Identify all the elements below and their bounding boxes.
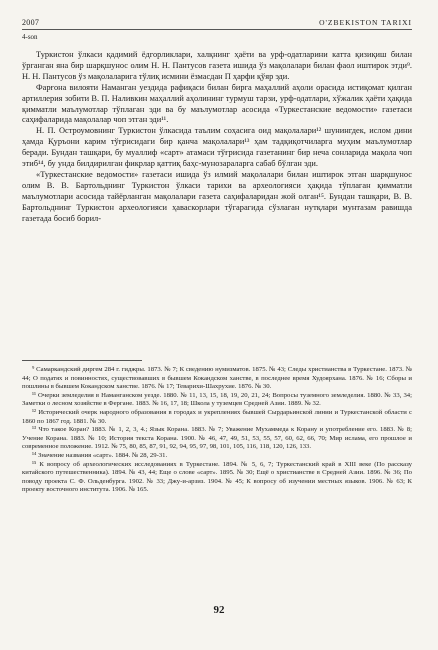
paragraph: Фарғона вилояти Наманган уездида рафиқаси билан бирга маҳаллий аҳоли орасида истиқомат қилган артиллерия зобити В. П. Наливкин маҳаллий аҳолининг турмуш тарзи, урф-одатлари, хўжалик ҳаёти ҳақида қимматли маълумотлар тўплаган эди ва бу маълумотлар асосида «Туркестанские ведомости» газетаси саҳифаларида мақолалар чоп этган эди¹¹. (22, 82, 412, 125)
header-rule (22, 29, 412, 30)
footnote: ¹¹ Очерки земледелия в Наманганском уезде. 1880. № 11, 13, 15, 18, 19, 20, 21, 24; Вопросы туземного земледелия. 1880. № 33, 34; Заметки о лесном хозяйстве в Фергане. 1883. № 16, 17, 18; Школа у туземцев Средней Азии. 1889. № 32. (22, 391, 412, 408)
running-header (0, 16, 438, 50)
footnote-separator (22, 360, 142, 361)
paragraph: Н. П. Остроумовнинг Туркистон ўлкасида таълим соҳасига оид мақолалари¹² шунингдек, ислом дини ҳамда Қуръони карим тўғрисидаги бир қанча мақолалари¹³ ҳам тадқиқотчиларга муҳим маълумотлар беради. Бундан ташқари, бу муаллиф «сарт» атамаси тўғрисида газетанинг бир неча сонларида мақола чоп этиб¹⁴, бу унда билдирилган фикрлар қаттиқ баҳс-мунозараларга сабаб бўлган эди. (22, 126, 412, 169)
page-number: 92 (213, 604, 225, 616)
footnotes (22, 366, 412, 495)
header-issue: 4-son (22, 33, 38, 41)
paragraph: Туркистон ўлкаси қадимий ёдгорликлари, халқнинг ҳаёти ва урф-одатларини катта қизиқиш билан ўрганган яна бир шарқшунос олим Н. Н. Пантусов газета ишида ўз мақолалари билан фаол иштирок этди⁹. Н. Н. Пантусов ўз мақолаларига тўлиқ исмини ёзмасдан П ҳарфи қўяр эди. (22, 50, 412, 81)
header-journal-title: O'ZBEKISTON TARIXI (319, 18, 412, 27)
header-year: 2007 (22, 18, 40, 27)
paragraph: «Туркестанские ведомости» газетаси ишида ўз илмий мақолалари билан иштирок этган шарқшунос олим В. В. Бартольднинг Туркистон ўлкаси тарихи ва археологияси ҳақида тўплаган қимматли маълумотлари асосида тайёрланган мақолалари газета саҳифаларидан жой олган¹⁵. Бундан ташқари, В. В. Бартольднинг Туркистон археологияси ҳаваскорлари тўгарагида сўзлаган нутқлари мунтазам равишда газетада босиб борил- (22, 169, 412, 223)
footnote: ¹⁵ К вопросу об археологических исследованиях в Туркестане. 1894. № 5, 6, 7; Туркестанский край в XIII веке (По рассказу китайского путешественника). 1894. № 43, 44; Еще о слове «сарт». 1895. № 30; Ещё о христианстве в Средней Азии. 1896. № 36; По поводу проекта С. Ф. Ольденбурга. 1902. № 33; Джу-и-арзиз. 1904. № 45; К вопросу об изучении местных языков. 1906. № 63; К проекту восточного института. 1906. № 165. (22, 460, 412, 494)
footnote: ¹⁴ Значение названия «сарт». 1884. № 28, 29-31. (32, 451, 168, 459)
footnote: ⁹ Самаркандский диргем 284 г. гиджры. 1873. № 7; К сведению нумизматов. 1875. № 43; Следы христианства в Туркестане. 1873. № 44; О податях и повинностях, существовавших в бывшем Кокандском ханстве, в последнее время Худоярхана. 1876. № 16; Сборы и пошлины в бывшем Кокандском ханстве. 1876. № 17; Теварихи-Шахрухие. 1876. № 30. (22, 366, 412, 391)
footnote: ¹³ Что такое Коран? 1883. № 1, 2, 3, 4.; Язык Корана. 1883. № 7; Уважение Мухаммеда к Корану и употребление его. 1883. № 8; Учение Корана. 1883. № 10; История текста Корана. 1900. № 46, 47, 49, 51, 53, 55, 57, 60, 62, 66, 70; Мир ислама, его прошлое и современное положение. 1912. № 75, 80, 85, 87, 91, 92, 94, 95, 97, 98, 101, 105, 116, 118, 120, 126, 133. (22, 426, 412, 451)
footnote: ¹² Исторический очерк народного образования в городах и укреплениях бывшей Сырдарьинской линии и Туркестанской области с 1860 по 1867 год. 1881. № 30. (22, 408, 412, 425)
body-text (22, 50, 412, 225)
